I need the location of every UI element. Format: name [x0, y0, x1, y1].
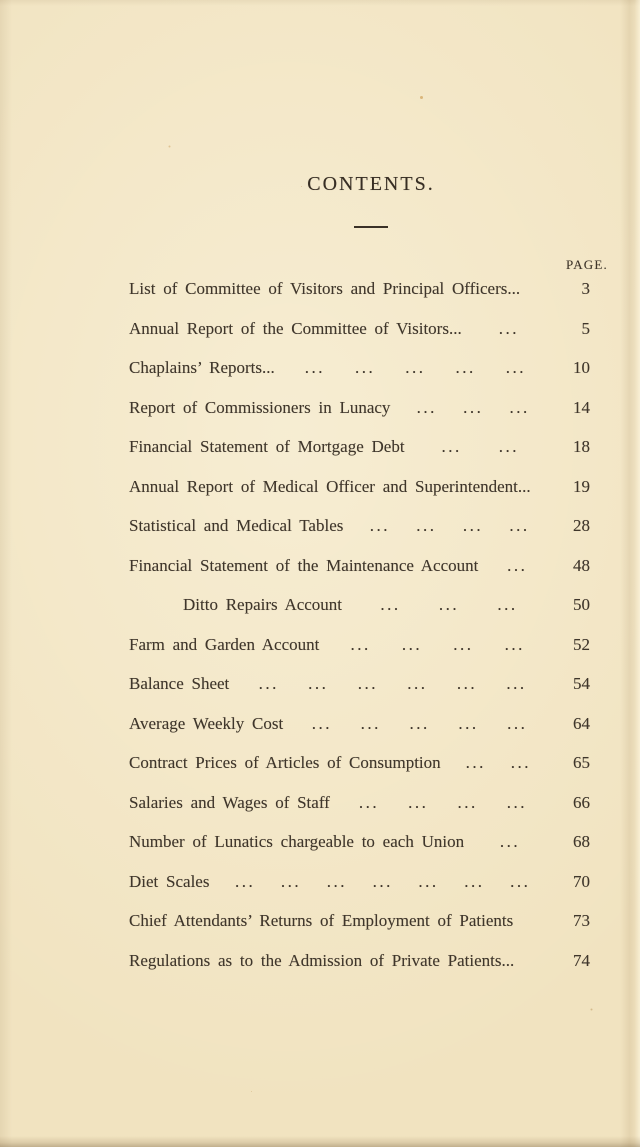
leader-dot-group: ...: [350, 634, 371, 654]
toc-entry-label: Annual Report of the Committee of Visitors...: [129, 318, 462, 338]
toc-entry-page-number: 65: [573, 753, 590, 772]
toc-leader-dots: [478, 554, 556, 577]
toc-entry-label: Financial Statement of the Maintenance Account: [129, 555, 479, 575]
toc-entry-label: Chief Attendants’ Returns of Employment of Patients: [129, 911, 514, 930]
leader-dot-group: ...: [509, 516, 530, 535]
toc-leader-dots: [342, 593, 556, 616]
toc-entry: [129, 356, 590, 379]
toc-entry-page-number: 3: [581, 279, 590, 298]
toc-entry-label: Regulations as to the Admission of Private Patients...: [129, 950, 515, 970]
leader-dot-group: ...: [311, 713, 333, 733]
toc-entry-page-number: 70: [573, 871, 590, 891]
toc-entry-label: Ditto Repairs Account: [183, 595, 343, 614]
toc-entry-label: Contract Prices of Articles of Consumption: [129, 753, 441, 772]
toc-entry: [129, 435, 590, 458]
toc-entry-label: Salaries and Wages of Staff: [129, 792, 330, 812]
toc-leader-dots: [462, 317, 556, 340]
toc-entry: [129, 791, 590, 814]
toc-entry: [129, 949, 590, 972]
leader-dot-group: ...: [358, 792, 380, 812]
table-of-contents: [129, 277, 590, 988]
leader-dot-group: ...: [416, 397, 437, 417]
toc-entry: [129, 277, 590, 300]
leader-dot-group: ...: [506, 674, 527, 693]
toc-entry: [129, 554, 590, 577]
title-divider-wrap: [102, 226, 640, 228]
toc-entry-label: Financial Statement of Mortgage Debt: [129, 437, 405, 456]
page-edge-shadow-bottom: [0, 1136, 640, 1147]
leader-dot-group: ...: [458, 713, 479, 733]
leader-dot-group: ...: [401, 634, 423, 654]
toc-entry-label: List of Committee of Visitors and Principal Officers...: [129, 279, 521, 298]
toc-entry: [129, 672, 590, 695]
leader-dot-group: ...: [416, 516, 437, 535]
leader-dot-group: ...: [418, 871, 439, 891]
toc-entry-label: Report of Commissioners in Lunacy: [129, 397, 391, 417]
leader-dot-group: ...: [507, 555, 528, 575]
title-divider-rule: [354, 226, 388, 228]
leader-dot-group: ...: [357, 674, 378, 693]
leader-dot-group: ...: [380, 595, 401, 614]
toc-leader-dots: [275, 356, 556, 379]
page-edge-shadow-top: [0, 0, 640, 6]
toc-entry-page-number: 64: [573, 713, 590, 733]
leader-dot-group: ...: [326, 871, 347, 891]
toc-entry-page-number: 19: [573, 476, 590, 496]
leader-dot-group: ...: [509, 397, 530, 417]
leader-dot-group: ...: [235, 871, 256, 891]
toc-entry-label: Farm and Garden Account: [129, 634, 320, 654]
leader-dot-group: ...: [369, 516, 390, 535]
toc-entry-page-number: 74: [573, 950, 590, 970]
leader-dot-group: ...: [453, 634, 474, 654]
toc-entry-label: Balance Sheet: [129, 674, 230, 693]
toc-entry-page-number: 48: [573, 555, 590, 575]
leader-dot-group: ...: [441, 437, 462, 456]
toc-entry-page-number: 28: [573, 516, 590, 535]
toc-entry: [129, 475, 590, 498]
leader-dot-group: ...: [510, 753, 532, 772]
leader-dot-group: ...: [405, 358, 426, 377]
toc-entry-page-number: 68: [573, 832, 590, 851]
toc-entry-page-number: 66: [573, 792, 590, 812]
toc-entry: [129, 633, 590, 656]
leader-dot-group: ...: [505, 358, 526, 377]
leader-dot-group: ...: [504, 634, 525, 654]
toc-leader-dots: [441, 751, 556, 774]
toc-entry-page-number: 54: [573, 674, 590, 693]
leader-dot-group: ...: [258, 674, 279, 693]
leader-dot-group: ...: [506, 792, 527, 812]
contents-title: CONTENTS.: [307, 173, 435, 195]
leader-dot-group: ...: [360, 713, 381, 733]
toc-leader-dots: [330, 791, 556, 814]
toc-entry-label: Diet Scales: [129, 871, 210, 891]
paper-specks: [420, 96, 423, 99]
leader-dot-group: ...: [499, 832, 521, 851]
toc-entry-label: Statistical and Medical Tables: [129, 516, 344, 535]
toc-leader-dots: [229, 672, 556, 695]
toc-entry-label: Number of Lunatics chargeable to each Union: [129, 832, 465, 851]
toc-entry-page-number: 73: [573, 911, 590, 930]
leader-dot-group: ...: [498, 318, 519, 338]
leader-dot-group: ...: [308, 674, 329, 693]
toc-entry-label: Average Weekly Cost: [129, 713, 284, 733]
toc-entry: [129, 712, 590, 735]
toc-leader-dots: [209, 870, 556, 893]
toc-entry-label: Chaplains’ Reports...: [129, 358, 275, 377]
toc-entry-page-number: 10: [573, 358, 590, 377]
toc-leader-dots: [390, 396, 556, 419]
leader-dot-group: ...: [407, 674, 428, 693]
toc-entry-page-number: 50: [573, 595, 590, 614]
leader-dot-group: ...: [498, 437, 520, 456]
leader-dot-group: ...: [304, 358, 326, 377]
toc-entry: [129, 870, 590, 893]
leader-dot-group: ...: [507, 713, 528, 733]
toc-entry: [129, 317, 590, 340]
leader-dot-group: ...: [372, 871, 393, 891]
leader-dot-group: ...: [456, 674, 478, 693]
leader-dot-group: ...: [465, 753, 486, 772]
toc-leader-dots: [319, 633, 556, 656]
toc-entry-page-number: 5: [581, 318, 590, 338]
toc-entry: [129, 514, 590, 537]
toc-entry-label: Annual Report of Medical Officer and Superintendent...: [129, 476, 531, 496]
toc-leader-dots: [464, 830, 556, 853]
page-column-header: PAGE.: [565, 257, 608, 272]
leader-dot-group: ...: [464, 871, 485, 891]
toc-entry-page-number: 52: [573, 634, 590, 654]
leader-dot-group: ...: [457, 792, 478, 812]
leader-dot-group: ...: [408, 792, 429, 812]
leader-dot-group: ...: [497, 595, 518, 614]
toc-entry-page-number: 14: [573, 397, 590, 417]
toc-entry: [129, 396, 590, 419]
leader-dot-group: ...: [438, 595, 460, 614]
toc-entry: [129, 751, 590, 774]
leader-dot-group: ...: [455, 358, 476, 377]
toc-entry-page-number: 18: [573, 437, 590, 456]
leader-dot-group: ...: [463, 397, 484, 417]
leader-dot-group: ...: [462, 516, 484, 535]
toc-entry: [129, 593, 590, 616]
leader-dot-group: ...: [510, 871, 531, 891]
page-edge-shadow-left: [0, 0, 12, 1147]
leader-dot-group: ...: [355, 358, 376, 377]
leader-dot-group: ...: [409, 713, 430, 733]
toc-leader-dots: [343, 514, 556, 537]
leader-dot-group: ...: [280, 871, 302, 891]
toc-entry: [129, 830, 590, 853]
toc-entry: [129, 909, 590, 932]
toc-leader-dots: [405, 435, 556, 458]
toc-leader-dots: [283, 712, 556, 735]
